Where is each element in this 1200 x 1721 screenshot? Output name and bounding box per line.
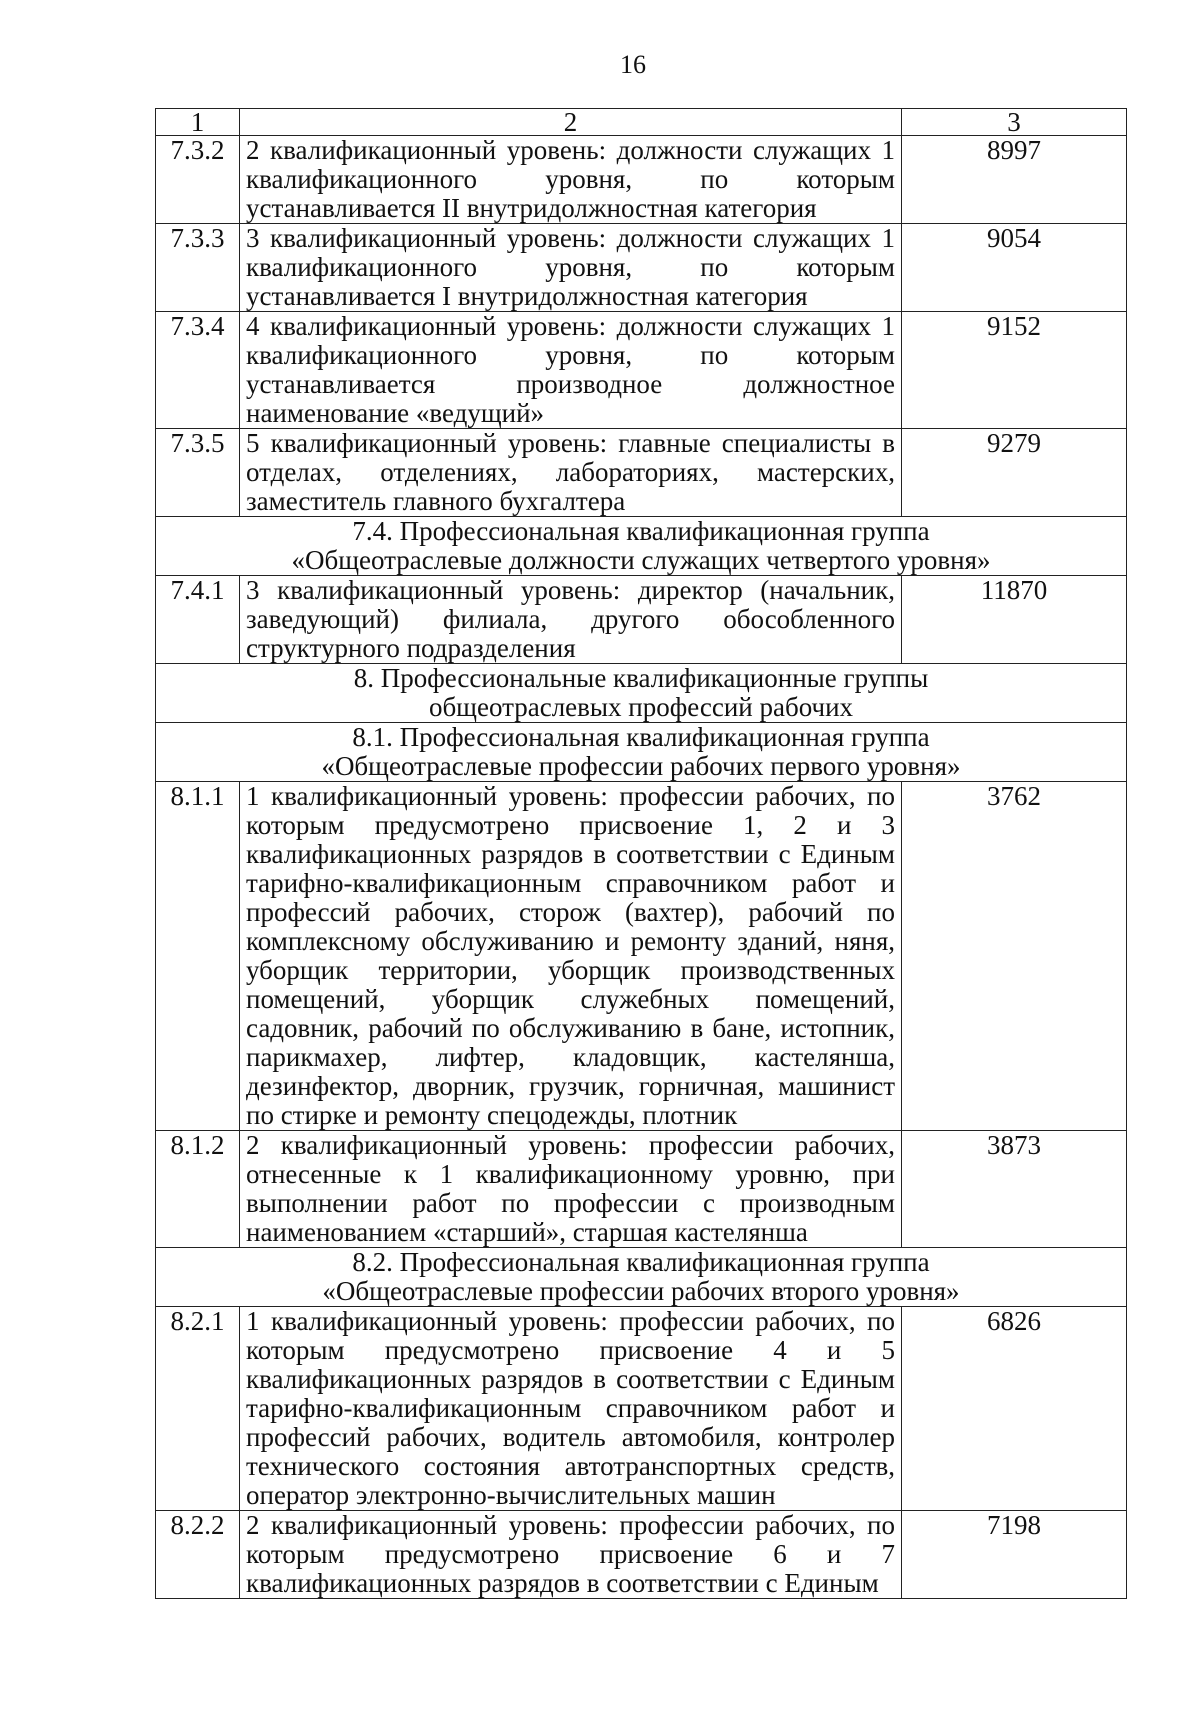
table-header-row (156, 109, 1127, 136)
group-heading (156, 1248, 1127, 1307)
row-value: 3873 (902, 1131, 1127, 1248)
row-value: 11870 (902, 576, 1127, 664)
table-row (156, 1307, 1127, 1511)
row-code: 8.2.1 (156, 1307, 240, 1511)
row-description: 3 квалификационный уровень: должности служащих 1 квалификационного уровня, по которым устанавливается I внутридолжностная категория (240, 224, 902, 312)
table-row (156, 136, 1127, 224)
row-value: 9054 (902, 224, 1127, 312)
row-code: 8.2.2 (156, 1511, 240, 1599)
row-code: 7.3.3 (156, 224, 240, 312)
table-row (156, 782, 1127, 1131)
group-heading-line-1: 8.2. Профессиональная квалификационная группа (352, 1247, 930, 1277)
row-value: 9152 (902, 312, 1127, 429)
table-row (156, 224, 1127, 312)
page-number: 16 (620, 50, 646, 79)
row-description: 5 квалификационный уровень: главные специалисты в отделах, отделениях, лабораториях, мастерских, заместитель главного бухгалтера (240, 429, 902, 517)
row-description: 2 квалификационный уровень: профессии рабочих, отнесенные к 1 квалификационному уровню, при выполнении работ по профессии с производным наименованием «старший», старшая кастелянша (240, 1131, 902, 1248)
group-heading-row (156, 664, 1127, 723)
row-code: 8.1.2 (156, 1131, 240, 1248)
row-code: 8.1.1 (156, 782, 240, 1131)
group-heading-line-1: 8.1. Профессиональная квалификационная группа (352, 722, 930, 752)
row-value: 9279 (902, 429, 1127, 517)
row-description: 2 квалификационный уровень: должности служащих 1 квалификационного уровня, по которым устанавливается II внутридолжностная категория (240, 136, 902, 224)
row-description: 1 квалификационный уровень: профессии рабочих, по которым предусмотрено присвоение 4 и 5 квалификационных разрядов в соответствии с Единым тарифно-квалификационным справочником работ и профессий рабочих, водитель автомобиля, контролер технического состояния автотранспортных средств, оператор электронно-вычислительных машин (240, 1307, 902, 1511)
header-col-2: 2 (240, 109, 902, 136)
row-value: 3762 (902, 782, 1127, 1131)
row-value: 7198 (902, 1511, 1127, 1599)
table-row (156, 429, 1127, 517)
group-heading (156, 517, 1127, 576)
group-heading-row (156, 517, 1127, 576)
row-code: 7.3.4 (156, 312, 240, 429)
row-description: 3 квалификационный уровень: директор (начальник, заведующий) филиала, другого обособленного структурного подразделения (240, 576, 902, 664)
group-heading-line-2: «Общеотраслевые профессии рабочих первого уровня» (321, 751, 961, 781)
table-row (156, 1511, 1127, 1599)
wage-table (155, 108, 1127, 1599)
group-heading-line-1: 8. Профессиональные квалификационные группы (353, 663, 929, 693)
header-col-3: 3 (902, 109, 1127, 136)
group-heading-line-2: общеотраслевых профессий рабочих (428, 692, 854, 722)
row-value: 6826 (902, 1307, 1127, 1511)
table-row (156, 576, 1127, 664)
table-body (156, 136, 1127, 1599)
row-code: 7.3.2 (156, 136, 240, 224)
header-col-1: 1 (156, 109, 240, 136)
group-heading-line-1: 7.4. Профессиональная квалификационная группа (352, 516, 930, 546)
group-heading-row (156, 723, 1127, 782)
table-row (156, 1131, 1127, 1248)
group-heading-line-2: «Общеотраслевые профессии рабочих второго уровня» (322, 1276, 960, 1306)
group-heading-row (156, 1248, 1127, 1307)
row-description: 2 квалификационный уровень: профессии рабочих, по которым предусмотрено присвоение 6 и 7 квалификационных разрядов в соответствии с Единым (240, 1511, 902, 1599)
row-code: 7.3.5 (156, 429, 240, 517)
row-description: 1 квалификационный уровень: профессии рабочих, по которым предусмотрено присвоение 1, 2 и 3 квалификационных разрядов в соответствии с Единым тарифно-квалификационным справочником работ и профессий рабочих, сторож (вахтер), рабочий по комплексному обслуживанию и ремонту зданий, няня, уборщик территории, уборщик производственных помещений, уборщик служебных помещений, садовник, рабочий по обслуживанию в бане, истопник, парикмахер, лифтер, кладовщик, кастелянша, дезинфектор, дворник, грузчик, горничная, машинист по стирке и ремонту спецодежды, плотник (240, 782, 902, 1131)
row-code: 7.4.1 (156, 576, 240, 664)
row-value: 8997 (902, 136, 1127, 224)
group-heading-line-2: «Общеотраслевые должности служащих четвертого уровня» (291, 545, 991, 575)
table-row (156, 312, 1127, 429)
group-heading (156, 723, 1127, 782)
row-description: 4 квалификационный уровень: должности служащих 1 квалификационного уровня, по которым устанавливается производное должностное наименование «ведущий» (240, 312, 902, 429)
group-heading (156, 664, 1127, 723)
